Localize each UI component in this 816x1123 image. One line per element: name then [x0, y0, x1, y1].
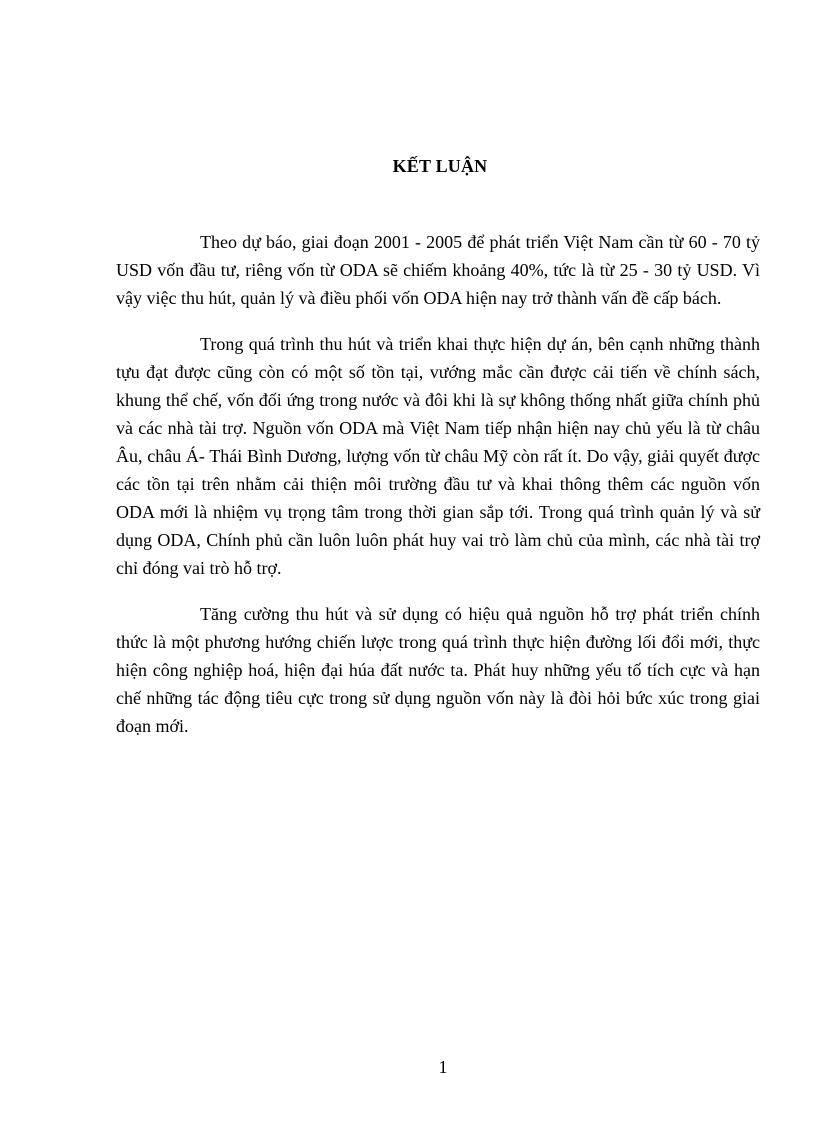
- page-number: 1: [438, 1057, 448, 1077]
- document-body: [116, 228, 760, 758]
- paragraph-2: Trong quá trình thu hút và triển khai thực hiện dự án, bên cạnh những thành tựu đạt được cũng còn có một số tồn tại, vướng mắc cần được cải tiến về chính sách, khung thể chế, vốn đối ứng trong nước và đôi khi là sự không thống nhất giữa chính phủ và các nhà tài trợ. Nguồn vốn ODA mà Việt Nam tiếp nhận hiện nay chủ yếu là từ châu Âu, châu Á- Thái Bình Dương, lượng vốn từ châu Mỹ còn rất ít. Do vậy, giải quyết được các tồn tại trên nhằm cải thiện môi trường đầu tư và khai thông thêm các nguồn vốn ODA mới là nhiệm vụ trọng tâm trong thời gian sắp tới. Trong quá trình quản lý và sử dụng ODA, Chính phủ cần luôn luôn phát huy vai trò làm chủ của mình, các nhà tài trợ chỉ đóng vai trò hỗ trợ.: [116, 334, 760, 578]
- page-title: KẾT LUẬN: [392, 156, 488, 176]
- paragraph-3: Tăng cường thu hút và sử dụng có hiệu quả nguồn hỗ trợ phát triển chính thức là một phương hướng chiến lược trong quá trình thực hiện đường lối đổi mới, thực hiện công nghiệp hoá, hiện đại húa đất nước ta. Phát huy những yếu tố tích cực và hạn chế những tác động tiêu cực trong sử dụng nguồn vốn này là đòi hỏi bức xúc trong giai đoạn mới.: [116, 604, 760, 736]
- paragraph-1: Theo dự báo, giai đoạn 2001 - 2005 để phát triển Việt Nam cần từ 60 - 70 tỷ USD vốn đầu tư, riêng vốn từ ODA sẽ chiếm khoảng 40%, tức là từ 25 - 30 tỷ USD. Vì vậy việc thu hút, quản lý và điều phối vốn ODA hiện nay trở thành vấn đề cấp bách.: [116, 232, 760, 308]
